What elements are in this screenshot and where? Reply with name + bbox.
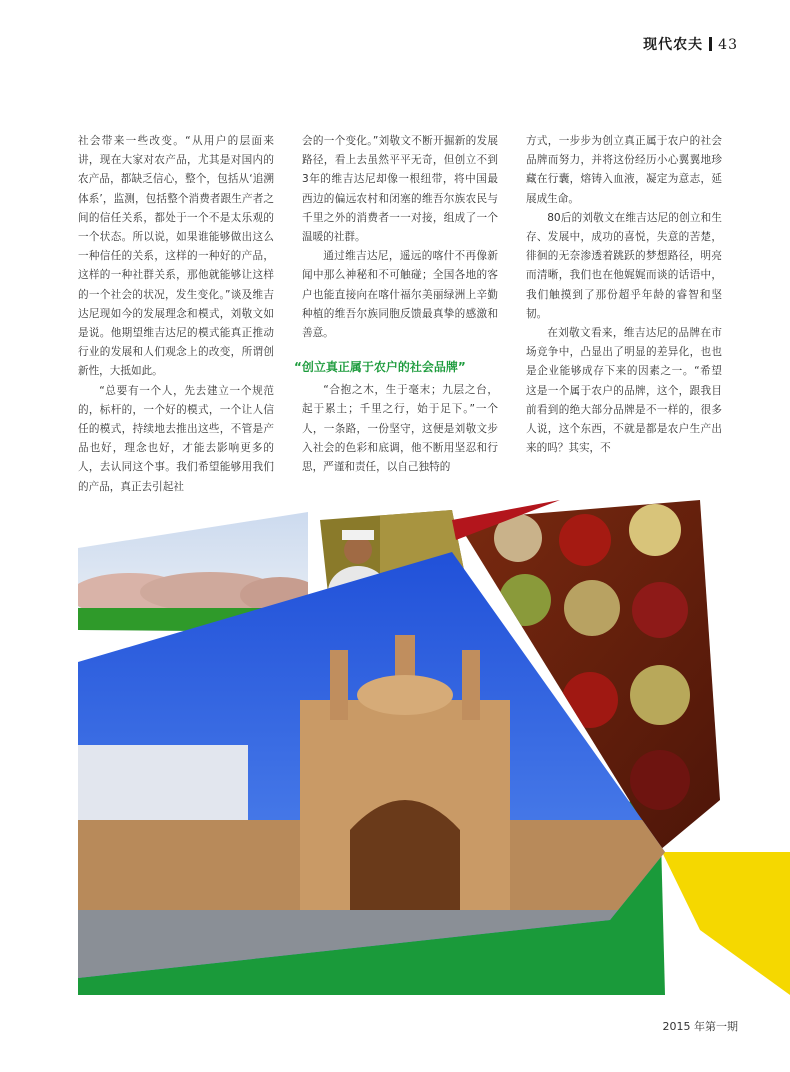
paragraph: 社会带来一些改变。“从用户的层面来讲，现在大家对农产品，尤其是对国内的农产品，都缺乏信心，整个，包括从‘追溯体系’，监测，包括整个消费者跟生产者之间的信任关系，都处于一个不是太乐观的一个状态。所以说，如果谁能够做出这么一种信任的关系，这样的一种好的产品，这样的一种社群关系，那他就能够让这样的一个社会的状况，发生变化。”谈及维吉达尼现如今的发展理念和模式，刘敬文如是说。他期望维吉达尼的模式能真正推动行业的发展和人们观念上的改变，所谓创新性，大抵如此。 (78, 135, 274, 378)
paragraph: “合抱之木，生于毫末；九层之台，起于累土；千里之行，始于足下。”一个人，一条路，一份坚守，这便是刘敬文步入社会的色彩和底调，他不断用坚忍和行思，严谨和责任，以自己独特的 (302, 384, 498, 474)
yellow-accent-shape (662, 852, 790, 995)
section-subheading: “创立真正属于农户的社会品牌” (294, 360, 466, 375)
paragraph: 通过维吉达尼，遥远的喀什不再像新闻中那么神秘和不可触碰；全国各地的客户也能直接向在喀什福尔美丽绿洲上辛勤种植的维吾尔族同胞反馈最真挚的感激和善意。 (302, 250, 498, 340)
text-column-2 (294, 132, 498, 477)
text-column-3 (526, 132, 722, 458)
paragraph: 方式，一步步为创立真正属于农户的社会品牌而努力，并将这份经历小心翼翼地珍藏在行囊，熔铸入血液，凝定为意志，延展成生命。 (526, 135, 722, 205)
paragraph: 80后的刘敬文在维吉达尼的创立和生存、发展中，成功的喜悦，失意的苦楚，徘徊的无奈渗透着跳跃的梦想路径，明亮而清晰，我们也在他娓娓而谈的话语中，我们触摸到了那份超乎年龄的睿智和坚韧。 (526, 211, 722, 320)
paragraph: “总要有一个人，先去建立一个规范的，标杆的，一个好的模式，一个让人信任的模式，持续地去推出这些，不管是产品也好，理念也好，才能去影响更多的人，去认同这个事。我们希望能够用我们的产品，真正去引起社 (78, 384, 274, 493)
paragraph: 会的一个变化。”刘敬文不断开掘新的发展路径，看上去虽然平平无奇，但创立不到3年的维吉达尼却像一根纽带，将中国最西边的偏远农村和闭塞的维吾尔族农民与千里之外的消费者一一对接，组成了一个温暖的社群。 (302, 135, 498, 244)
page-header (643, 34, 738, 54)
magazine-title: 现代农夫 (643, 37, 704, 53)
photo-collage (0, 500, 790, 1010)
header-divider (709, 37, 712, 51)
issue-footer: 2015 年第一期 (662, 1020, 738, 1033)
text-column-1 (78, 132, 274, 497)
paragraph: 在刘敬文看来，维吉达尼的品牌在市场竞争中，凸显出了明显的差异化，也也是企业能够成存下来的因素之一。“希望这是一个属于农户的品牌，这个，跟我目前看到的绝大部分品牌是不一样的，很多人说，这个东西，不就是都是农户生产出来的吗？其实，不 (526, 327, 722, 455)
page-number: 43 (718, 37, 738, 53)
